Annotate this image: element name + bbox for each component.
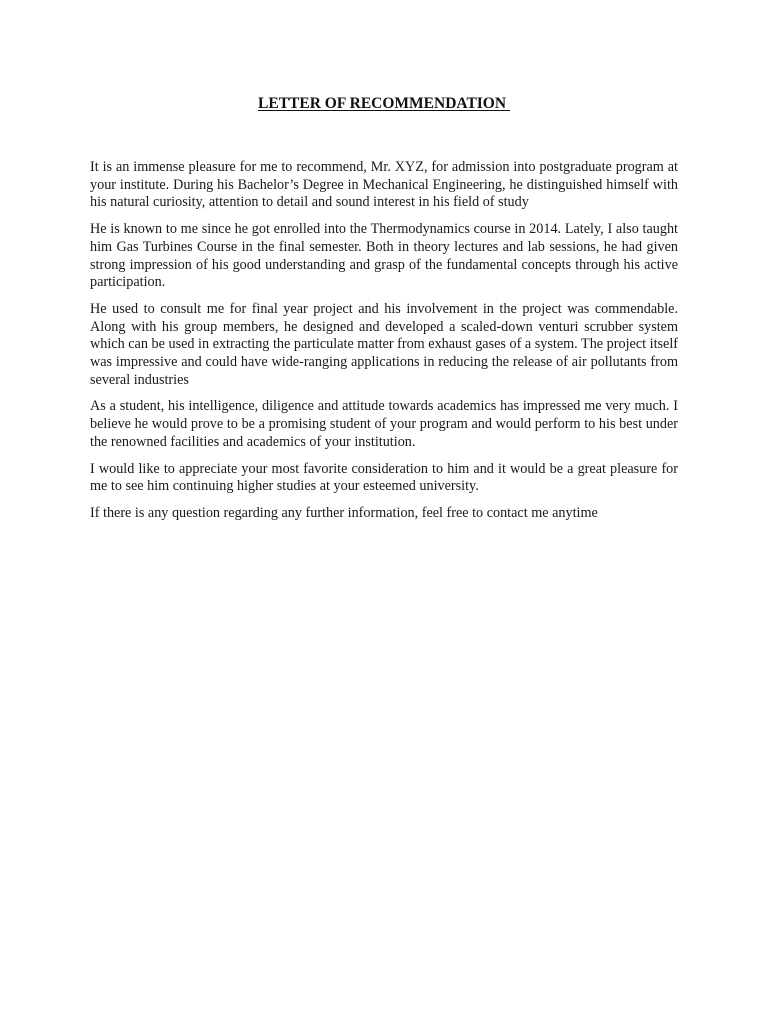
letter-body [90,159,678,532]
letter-title: LETTER OF RECOMMENDATION [258,95,510,112]
paragraph-character: As a student, his intelligence, diligence and attitude towards academics has impressed me very much. I believe he would prove to be a promising student of your program and would perform to his best under the renowned facilities and academics of your institution. [90,398,678,450]
paragraph-contact: If there is any question regarding any further information, feel free to contact me anytime [90,504,598,521]
paragraph-coursework: He is known to me since he got enrolled into the Thermodynamics course in 2014. Lately, I also taught him Gas Turbines Course in the final semester. Both in theory lectures and lab sessions, he had given strong impression of his good understanding and grasp of the fundamental concepts through his active participation. [90,221,678,291]
paragraph-project: He used to consult me for final year project and his involvement in the project was commendable. Along with his group members, he designed and developed a scaled-down venturi scrubber system which can be used in extracting the particulate matter from exhaust gases of a system. The project itself was impressive and could have wide-ranging applications in reducing the release of air pollutants from several industries [90,300,678,388]
paragraph-endorsement: I would like to appreciate your most favorite consideration to him and it would be a great pleasure for me to see him continuing higher studies at your esteemed university. [90,460,678,495]
paragraph-introduction: It is an immense pleasure for me to recommend, Mr. XYZ, for admission into postgraduate program at your institute. During his Bachelor’s Degree in Mechanical Engineering, he distinguished himself with his natural curiosity, attention to detail and sound interest in his field of study [90,159,678,211]
